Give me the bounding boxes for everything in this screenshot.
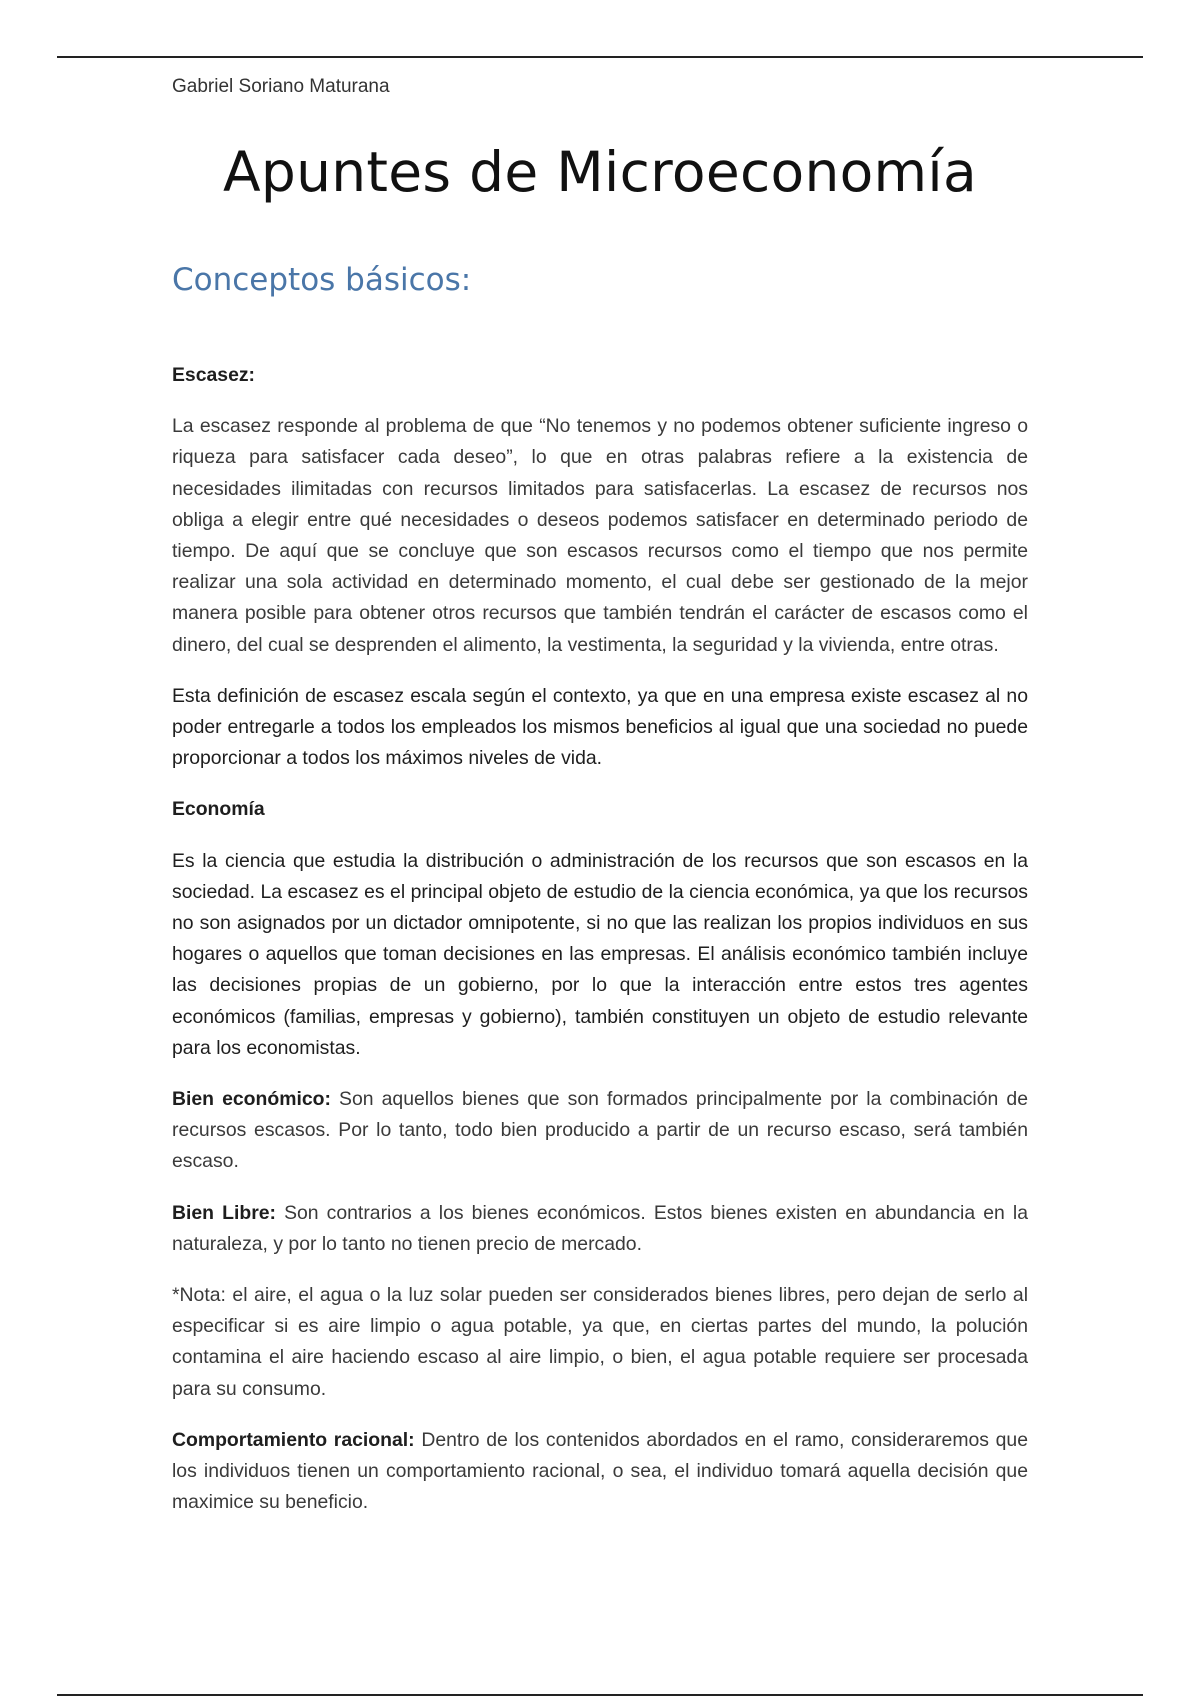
header-rule — [57, 56, 1143, 58]
paragraph-comportamiento-racional — [172, 1425, 1028, 1519]
paragraph-escasez-definition: La escasez responde al problema de que “No tenemos y no podemos obtener suficiente ingreso o riqueza para satisfacer cada deseo”, lo que en otras palabras refiere a la existencia de necesidades ilimitadas con recursos limitados para satisfacerlas. La escasez de recursos nos obliga a elegir entre qué necesidades o deseos podemos satisfacer en determinado periodo de tiempo. De aquí que se concluye que son escasos recursos como el tiempo que nos permite realizar una sola actividad en determinado momento, el cual debe ser gestionado de la mejor manera posible para obtener otros recursos que también tendrán el carácter de escasos como el dinero, del cual se desprenden el alimento, la vestimenta, la seguridad y la vivienda, entre otras. — [172, 415, 1028, 656]
term-economia: Economía — [172, 798, 265, 821]
text-comportamiento-racional: Dentro de los contenidos abordados en el ramo, consideraremos que los individuos tienen un comportamiento racional, o sea, el individuo tomará aquella decisión que maximice su beneficio. — [172, 1428, 1028, 1514]
section-heading: Conceptos básicos: — [172, 262, 472, 298]
paragraph-bien-libre — [172, 1198, 1028, 1260]
author-name: Gabriel Soriano Maturana — [172, 76, 390, 97]
term-comportamiento-racional: Comportamiento racional: — [172, 1428, 415, 1451]
text-bien-economico: Son aquellos bienes que son formados principalmente por la combinación de recursos escasos. Por lo tanto, todo bien producido a partir de un recurso escaso, será también escaso. — [172, 1088, 1028, 1173]
term-bien-economico: Bien económico: — [172, 1088, 331, 1111]
document-title: Apuntes de Microeconomía — [222, 140, 978, 204]
document-body — [172, 360, 1028, 1539]
paragraph-bien-economico — [172, 1084, 1028, 1178]
footer-rule — [57, 1694, 1143, 1696]
text-bien-libre: Son contrarios a los bienes económicos. Estos bienes existen en abundancia en la naturaleza, y por lo tanto no tienen precio de mercado. — [172, 1201, 1028, 1255]
term-bien-libre: Bien Libre: — [172, 1201, 276, 1224]
term-escasez: Escasez: — [172, 364, 256, 386]
paragraph-nota: *Nota: el aire, el agua o la luz solar pueden ser considerados bienes libres, pero dejan de serlo al especificar si es aire limpio o agua potable, ya que, en ciertas partes del mundo, la polución contamina el aire haciendo escaso al aire limpio, o bien, el agua potable requiere ser procesada para su consumo. — [172, 1284, 1028, 1400]
paragraph-escasez-context: Esta definición de escasez escala según el contexto, ya que en una empresa existe escasez al no poder entregarle a todos los empleados los mismos beneficios al igual que una sociedad no puede proporcionar a todos los máximos niveles de vida. — [172, 684, 1028, 770]
paragraph-economia-definition: Es la ciencia que estudia la distribución o administración de los recursos que son escasos en la sociedad. La escasez es el principal objeto de estudio de la ciencia económica, ya que los recursos no son asignados por un dictador omnipotente, si no que las realizan los propios individuos en sus hogares o aquellos que toman decisiones en las empresas. El análisis económico también incluye las decisiones propias de un gobierno, por lo que la interacción entre estos tres agentes económicos (familias, empresas y gobierno), también constituyen un objeto de estudio relevante para los economistas. — [172, 849, 1028, 1059]
